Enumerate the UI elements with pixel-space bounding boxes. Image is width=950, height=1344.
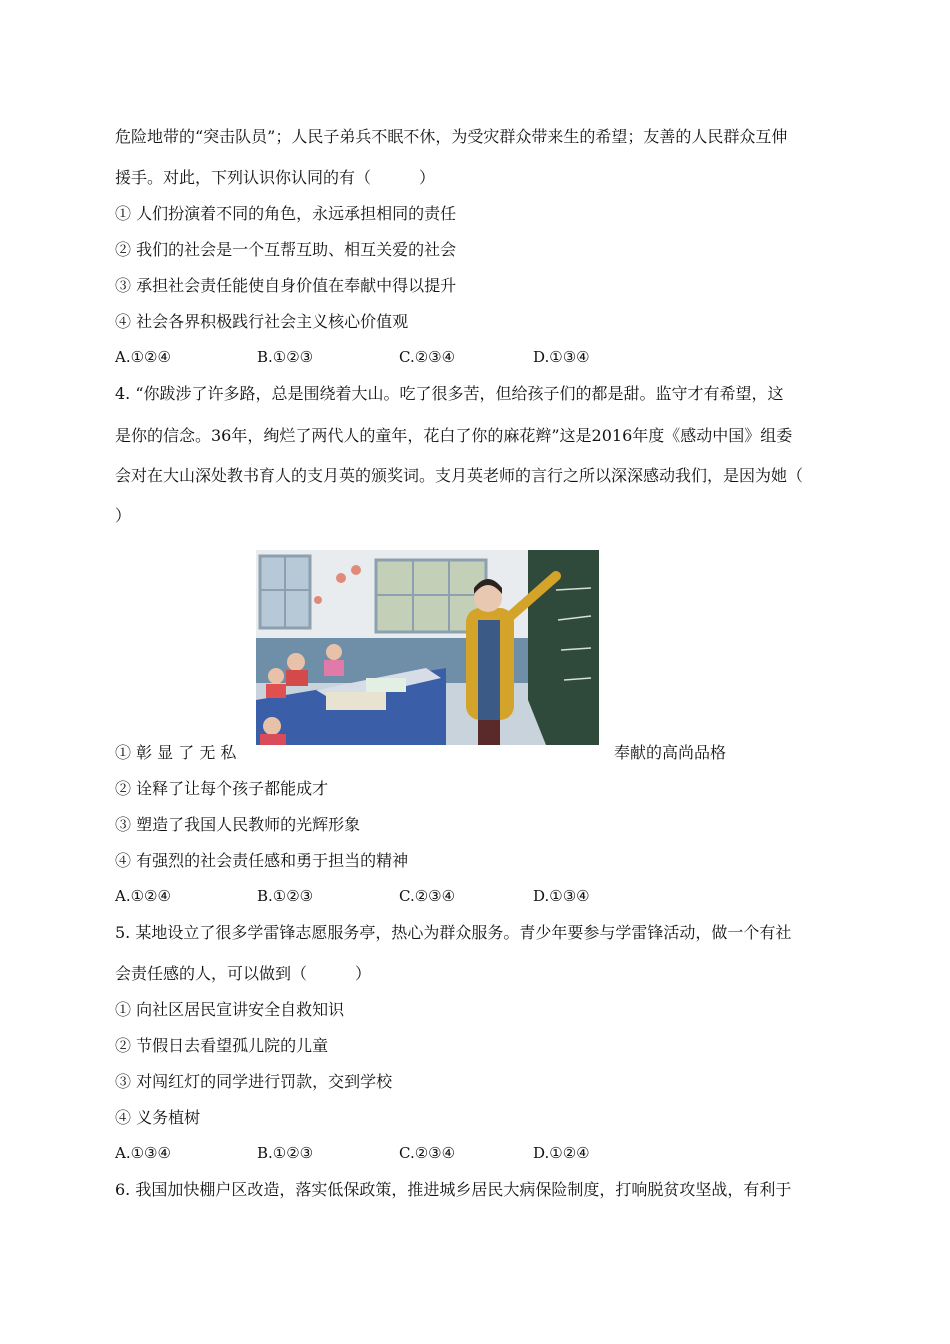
q5-item-1: ① 向社区居民宣讲安全自救知识	[115, 1000, 345, 1019]
q4-item-3: ③ 塑造了我国人民教师的光辉形象	[115, 815, 361, 834]
q3-option-b[interactable]: B.①②③	[257, 348, 314, 366]
q5-option-a[interactable]: A.①③④	[115, 1144, 171, 1162]
q5-item-3: ③ 对闯红灯的同学进行罚款，交到学校	[115, 1072, 393, 1091]
q3-option-d[interactable]: D.①③④	[533, 348, 590, 366]
q4-item-2: ② 诠释了让每个孩子都能成才	[115, 779, 329, 798]
q4-option-b[interactable]: B.①②③	[257, 887, 314, 905]
q4-options	[115, 886, 835, 906]
q4-option-a[interactable]: A.①②④	[115, 887, 171, 905]
q3-option-a[interactable]: A.①②④	[115, 348, 171, 366]
q4-item-1-tail: 奉献的高尚品格	[614, 743, 727, 762]
q3-stem-line-1: 危险地带的“突击队员”；人民子弟兵不眠不休，为受灾群众带来生的希望；友善的人民群众互伸	[115, 127, 788, 146]
q5-options	[115, 1143, 835, 1163]
q3-stem-line-2: 援手。对此，下列认识你认同的有（ ）	[115, 168, 436, 187]
q4-item-1-head-text: ① 彰 显 了 无 私	[115, 743, 237, 762]
classroom-photo	[256, 550, 599, 745]
q5-item-4: ④ 义务植树	[115, 1108, 201, 1127]
q4-item-1-head	[115, 743, 236, 763]
q4-item-4: ④ 有强烈的社会责任感和勇于担当的精神	[115, 851, 409, 870]
q4-option-d[interactable]: D.①③④	[533, 887, 590, 905]
q3-options	[115, 347, 835, 367]
q4-stem-line-2: 是你的信念。36年，绚烂了两代人的童年，花白了你的麻花辫”这是2016年度《感动中国》组委	[115, 426, 793, 445]
q6-stem-line-1: 6. 我国加快棚户区改造，落实低保政策，推进城乡居民大病保险制度，打响脱贫攻坚战，有利于	[115, 1180, 792, 1199]
q5-stem-line-2: 会责任感的人，可以做到（ ）	[115, 964, 372, 983]
q4-stem-line-3: 会对在大山深处教书育人的支月英的颁奖词。支月英老师的言行之所以深深感动我们，是因为她（	[115, 466, 804, 485]
q5-option-c[interactable]: C.②③④	[399, 1144, 456, 1162]
q5-stem-line-1: 5. 某地设立了很多学雷锋志愿服务亭，热心为群众服务。青少年要参与学雷锋活动，做一个有社	[115, 923, 792, 942]
q5-option-b[interactable]: B.①②③	[257, 1144, 314, 1162]
q3-option-c[interactable]: C.②③④	[399, 348, 456, 366]
q4-option-c[interactable]: C.②③④	[399, 887, 456, 905]
q3-item-1: ① 人们扮演着不同的角色，永远承担相同的责任	[115, 204, 457, 223]
q3-item-2: ② 我们的社会是一个互帮互助、相互关爱的社会	[115, 240, 457, 259]
q5-option-d[interactable]: D.①②④	[533, 1144, 590, 1162]
q3-item-3: ③ 承担社会责任能使自身价值在奉献中得以提升	[115, 276, 457, 295]
q3-item-4: ④ 社会各界积极践行社会主义核心价值观	[115, 312, 409, 331]
q4-stem-line-4: ）	[115, 506, 132, 525]
q5-item-2: ② 节假日去看望孤儿院的儿童	[115, 1036, 329, 1055]
q4-stem-line-1: 4. “你跋涉了许多路，总是围绕着大山。吃了很多苦，但给孩子们的都是甜。监守才有希望，这	[115, 384, 784, 403]
